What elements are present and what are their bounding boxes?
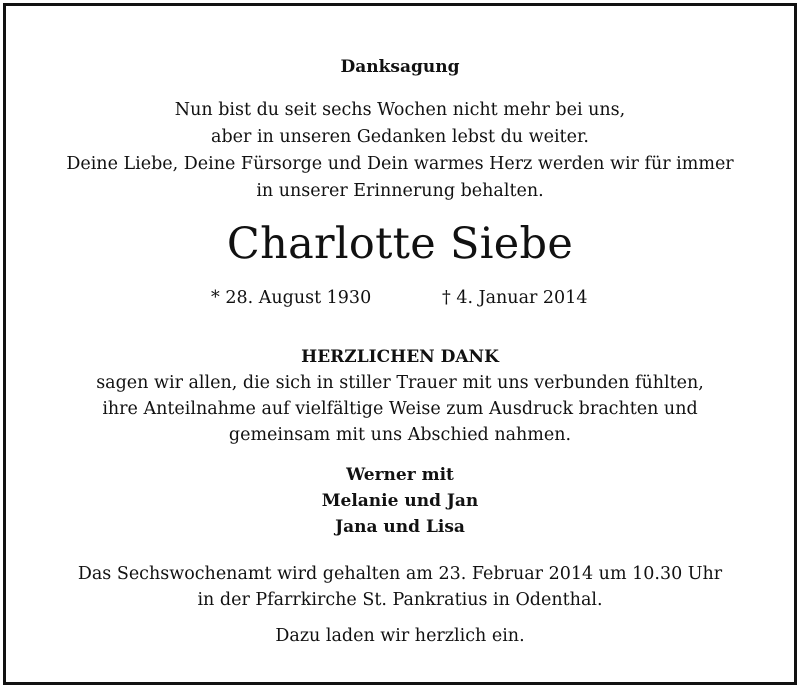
notice-border-frame	[3, 3, 797, 685]
intro-text	[6, 97, 794, 205]
service-line: in der Pfarrkirche St. Pankratius in Odenthal.	[197, 590, 603, 610]
deceased-name: Charlotte Siebe	[226, 219, 574, 269]
service-announcement	[6, 561, 794, 613]
family-line: Werner mit	[346, 465, 454, 485]
birth-date: * 28. August 1930	[211, 288, 372, 308]
invitation-text: Dazu laden wir herzlich ein.	[275, 626, 525, 646]
thanks-line: sagen wir allen, die sich in stiller Trauer mit uns verbunden fühlten,	[96, 373, 704, 393]
intro-line: Nun bist du seit sechs Wochen nicht mehr bei uns,	[174, 100, 626, 120]
thanks-text	[6, 370, 794, 448]
intro-line: Deine Liebe, Deine Fürsorge und Dein warmes Herz werden wir für immer	[66, 154, 734, 174]
thanks-heading: HERZLICHEN DANK	[301, 347, 499, 367]
family-line: Melanie und Jan	[321, 491, 479, 511]
intro-line: aber in unseren Gedanken lebst du weiter.	[211, 127, 589, 147]
family-line: Jana und Lisa	[335, 517, 465, 537]
death-date: † 4. Januar 2014	[442, 288, 588, 308]
notice-heading: Danksagung	[340, 57, 460, 77]
thanks-line: ihre Anteilnahme auf vielfältige Weise zum Ausdruck brachten und	[102, 399, 698, 419]
service-line: Das Sechswochenamt wird gehalten am 23. Februar 2014 um 10.30 Uhr	[77, 564, 723, 584]
thanks-line: gemeinsam mit uns Abschied nahmen.	[228, 425, 572, 445]
intro-line: in unserer Erinnerung behalten.	[256, 181, 544, 201]
family-signature	[6, 462, 794, 540]
